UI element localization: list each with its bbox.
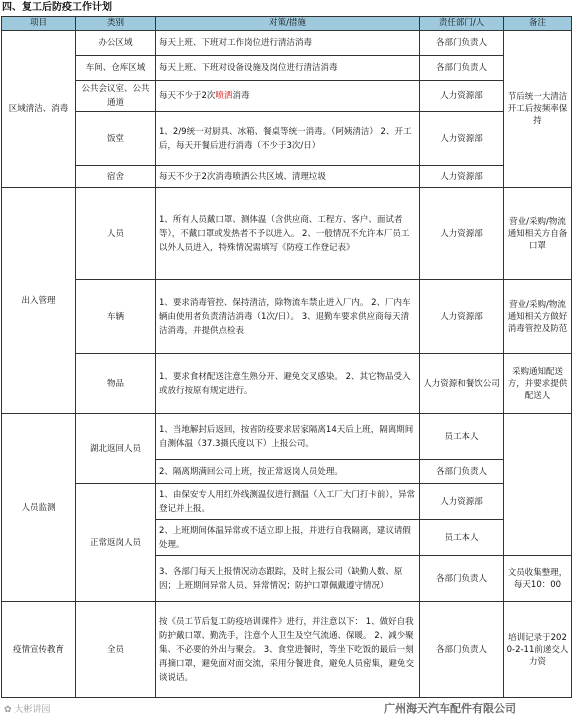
dept-cell: 人力资源部	[420, 112, 504, 166]
measure-cell: 按《员工节后复工防疫培训课件》进行，并注意以下： 1、做好自我防护戴口罩、勤洗手，注意个人卫生及空气流通、保暖。 2、减少聚集、不必要的外出与聚会。 3、食堂进餐时，等坐下吃饭的最后一刻再摘口罩，避免面对面交流，采用分餐进食，避免人员密集，避免交谈说话。	[156, 602, 420, 698]
table-row	[2, 112, 572, 166]
note-cell: 采购通知配送方，并要求提供配送人	[504, 354, 572, 414]
note-cell: 文员收集整理，每天10：00	[504, 556, 572, 602]
note-cell: 培训记录于2020-2-11前递交人力资	[504, 602, 572, 698]
measure-cell: 2、上班期间体温异常或不适立即上报，并进行自我隔离，建议请假处理。	[156, 520, 420, 556]
measure-cell: 2、隔离期满回公司上班，按正常返岗人员处理。	[156, 460, 420, 484]
dept-cell: 人力资源部	[420, 166, 504, 188]
project-cell: 区域清洁、消毒	[2, 31, 76, 188]
table-row	[2, 166, 572, 188]
category-cell: 人员	[76, 188, 156, 280]
dept-cell: 人力资源部	[420, 280, 504, 354]
dept-cell: 各部门负责人	[420, 56, 504, 81]
dept-cell: 人力资源和餐饮公司	[420, 354, 504, 414]
category-cell: 正常返岗人员	[76, 484, 156, 602]
measure-text: 每天不少于2次	[159, 91, 216, 101]
dept-cell: 各部门负责人	[420, 31, 504, 56]
note-cell	[504, 414, 572, 556]
measure-cell: 每天上班、下班对设备设施及岗位进行清洁消毒	[156, 56, 420, 81]
highlight-text: 喷洒	[215, 91, 233, 101]
dept-cell: 人力资源部	[420, 81, 504, 112]
measure-cell: 1、要求食材配送注意生熟分开、避免交叉感染。 2、其它物品受入或放行按原有规定进行。	[156, 354, 420, 414]
table-row	[2, 484, 572, 520]
category-cell: 公共会议室、公共通道	[76, 81, 156, 112]
header-category: 类别	[76, 17, 156, 31]
category-cell: 全员	[76, 602, 156, 698]
project-cell: 出入管理	[2, 188, 76, 414]
category-cell: 车辆	[76, 280, 156, 354]
measure-cell: 3、各部门每天上报情况动态跟踪，及时上报公司（缺勤人数、原因；上班期间异常人员、异常情况；防护口罩佩戴遵守情况）	[156, 556, 420, 602]
measure-cell: 1、由保安专人用红外线测温仪进行测温（入工厂大门打卡前），异常登记并上报。	[156, 484, 420, 520]
dept-cell: 人力资源部	[420, 188, 504, 280]
table-row	[2, 354, 572, 414]
dept-cell: 各部门负责人	[420, 460, 504, 484]
table-row	[2, 81, 572, 112]
measure-cell: 每天不少于2次消毒喷洒公共区域、清理垃圾	[156, 166, 420, 188]
epidemic-plan-table	[1, 16, 572, 698]
category-cell: 物品	[76, 354, 156, 414]
measure-cell: 1、所有人员戴口罩、测体温（含供应商、工程方、客户、面试者等），不戴口罩或发热者不予以进入。 2、一般情况不允许本厂员工以外人员进入，特殊情况需填写《防疫工作登记表》	[156, 188, 420, 280]
note-cell: 营业/采购/物流通知相关方自备口罩	[504, 188, 572, 280]
table-row	[2, 56, 572, 81]
measure-cell: 1、当地解封后返回，按省防疫要求居家隔离14天后上班，隔离期间自测体温（37.3摄氏度以下）上报公司。	[156, 414, 420, 460]
dept-cell: 员工本人	[420, 414, 504, 460]
page-title: 四、复工后防疫工作计划	[2, 2, 112, 13]
category-cell: 办公区域	[76, 31, 156, 56]
project-cell: 人员监测	[2, 414, 76, 602]
dept-cell: 各部门负责人	[420, 602, 504, 698]
measure-cell: 1、要求消毒管控、保持清洁，除物流车禁止进入厂内。 2、厂内车辆由使用者负责清洁消毒（1次/日）。 3、退勤车要求供应商每天清洁消毒，并提供点检表	[156, 280, 420, 354]
category-cell: 湖北返回人员	[76, 414, 156, 484]
dept-cell: 各部门负责人	[420, 556, 504, 602]
category-cell: 宿舍	[76, 166, 156, 188]
watermark-left: ✿ 大彬讲园	[4, 705, 51, 715]
category-cell: 车间、仓库区域	[76, 56, 156, 81]
watermark-right: 广州海天汽车配件有限公司	[384, 702, 516, 715]
category-cell: 饭堂	[76, 112, 156, 166]
table-row	[2, 602, 572, 698]
table-row	[2, 188, 572, 280]
header-measure: 对策/措施	[156, 17, 420, 31]
measure-cell: 每天上班、下班对工作岗位进行清洁消毒	[156, 31, 420, 56]
table-row	[2, 31, 572, 56]
header-project: 项目	[2, 17, 76, 31]
note-cell: 节后统一大清洁开工后按频率保持	[504, 31, 572, 188]
measure-cell	[156, 81, 420, 112]
dept-cell: 员工本人	[420, 520, 504, 556]
table-row	[2, 280, 572, 354]
header-dept: 责任部门/人	[420, 17, 504, 31]
header-row	[2, 17, 572, 31]
measure-text: 消毒	[232, 91, 250, 101]
note-cell: 营业/采购/物流通知相关方做好消毒管控及防范	[504, 280, 572, 354]
measure-cell: 1、2/9统一对厨具、冰箱、餐桌等统一消毒。（阿姨清洁） 2、开工后，每天开餐后进行消毒（不少于3次/日）	[156, 112, 420, 166]
header-note: 备注	[504, 17, 572, 31]
dept-cell: 人力资源部	[420, 484, 504, 520]
project-cell: 疫情宣传教育	[2, 602, 76, 698]
table-row	[2, 414, 572, 460]
